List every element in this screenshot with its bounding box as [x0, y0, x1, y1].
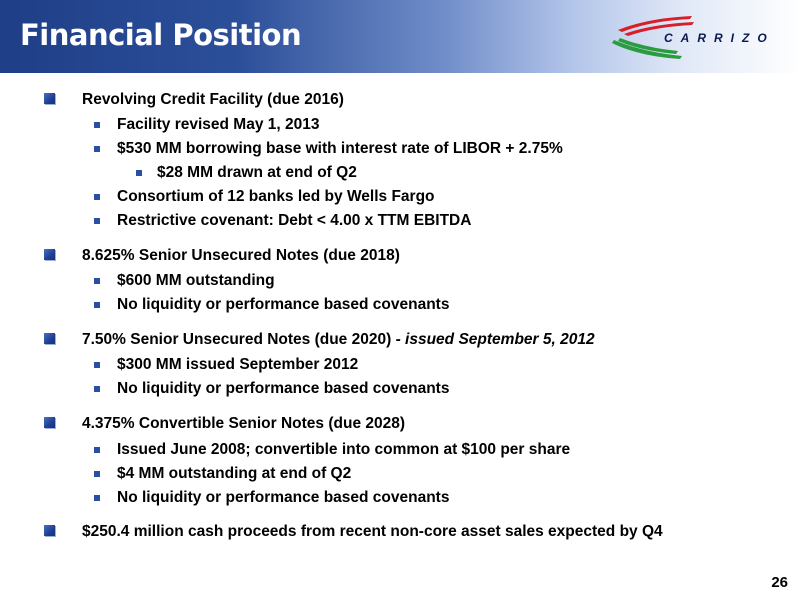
small-square-bullet-icon: [94, 386, 100, 392]
small-square-bullet-icon: [94, 362, 100, 368]
square-bullet-icon: [44, 249, 55, 260]
small-square-bullet-icon: [94, 218, 100, 224]
list-item-text: $28 MM drawn at end of Q2: [157, 164, 357, 181]
list-item-text: $600 MM outstanding: [117, 272, 275, 289]
small-square-bullet-icon: [94, 122, 100, 128]
list-item-text: No liquidity or performance based covenants: [117, 380, 450, 397]
page-number: 26: [771, 574, 788, 591]
list-item-text: No liquidity or performance based covenants: [117, 296, 450, 313]
small-square-bullet-icon: [94, 278, 100, 284]
list-item-text: $4 MM outstanding at end of Q2: [117, 465, 352, 482]
list-item-text: Facility revised May 1, 2013: [117, 116, 320, 133]
list-item-text: No liquidity or performance based covenants: [117, 489, 450, 506]
section-heading: [82, 330, 595, 350]
section-heading: Revolving Credit Facility (due 2016): [82, 91, 344, 108]
section-heading: 4.375% Convertible Senior Notes (due 2028): [82, 415, 406, 432]
small-square-bullet-icon: [94, 495, 100, 501]
small-square-bullet-icon: [94, 146, 100, 152]
square-bullet-icon: [44, 417, 55, 428]
small-square-bullet-icon: [94, 471, 100, 477]
section-heading-main: 7.50% Senior Unsecured Notes (due 2020): [82, 331, 392, 348]
small-square-bullet-icon: [94, 302, 100, 308]
section-heading: 8.625% Senior Unsecured Notes (due 2018): [82, 247, 400, 264]
slide-title: Financial Position: [20, 18, 302, 52]
logo-wordmark: CARRIZO: [664, 31, 775, 45]
section-heading-note: - issued September 5, 2012: [391, 331, 595, 348]
square-bullet-icon: [44, 525, 55, 536]
list-item-text: $530 MM borrowing base with interest rate of LIBOR + 2.75%: [117, 140, 563, 157]
small-square-bullet-icon: [94, 447, 100, 453]
list-item-text: Restrictive covenant: Debt < 4.00 x TTM EBITDA: [117, 212, 472, 229]
list-item-text: Issued June 2008; convertible into common at $100 per share: [117, 441, 571, 458]
small-square-bullet-icon: [136, 170, 142, 176]
square-bullet-icon: [44, 333, 55, 344]
list-item-text: $300 MM issued September 2012: [117, 356, 359, 373]
small-square-bullet-icon: [94, 194, 100, 200]
list-item-text: Consortium of 12 banks led by Wells Fargo: [117, 188, 435, 205]
square-bullet-icon: [44, 93, 55, 104]
section-heading: $250.4 million cash proceeds from recent non-core asset sales expected by Q4: [82, 523, 663, 540]
